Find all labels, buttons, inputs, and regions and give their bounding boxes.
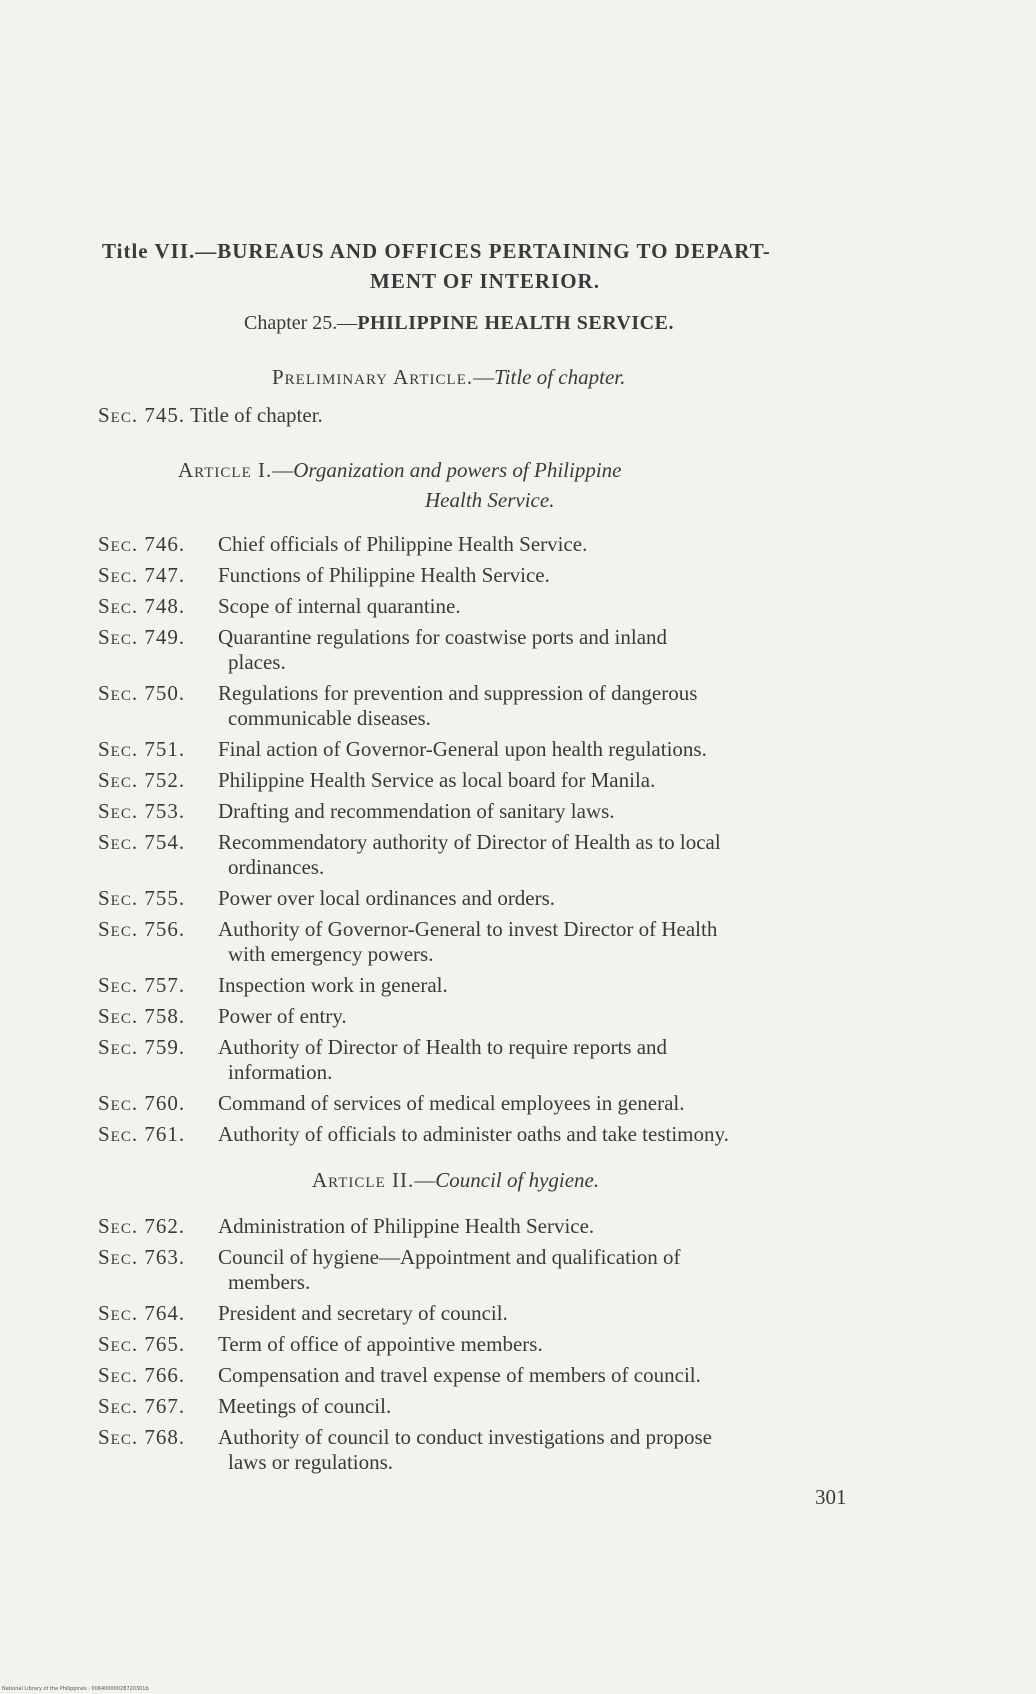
section-number: Sec. 754. [98, 830, 186, 854]
title-line-2: MENT OF INTERIOR. [370, 269, 600, 293]
section-entry [98, 1332, 936, 1357]
section-entry [98, 1004, 936, 1029]
section-text-continuation: ordinances. [228, 855, 325, 879]
article-2-heading [312, 1168, 599, 1193]
section-text-continuation: communicable diseases. [228, 706, 431, 730]
section-text-continuation: information. [228, 1060, 333, 1084]
section-number: Sec. 760. [98, 1091, 186, 1115]
section-text: Authority of council to conduct investigations and propose [218, 1425, 712, 1449]
section-number: Sec. 751. [98, 737, 186, 761]
section-number: Sec. 759. [98, 1035, 186, 1059]
section-number: Sec. 757. [98, 973, 186, 997]
section-text: Meetings of council. [218, 1394, 392, 1418]
section-entry [98, 917, 936, 967]
article-2-label: Article II. [312, 1168, 415, 1192]
section-number: Sec. 752. [98, 768, 186, 792]
section-745 [98, 403, 323, 428]
title-heading [102, 236, 942, 296]
preliminary-article-dash: — [473, 365, 495, 389]
section-text-continuation: laws or regulations. [228, 1450, 394, 1474]
section-entry [98, 737, 936, 762]
section-entry [98, 594, 936, 619]
section-text: Title of chapter. [189, 403, 323, 427]
section-number: Sec. 766. [98, 1363, 186, 1387]
section-number: Sec. 747. [98, 563, 186, 587]
section-entry [98, 799, 936, 824]
preliminary-article-label: Preliminary Article. [272, 365, 474, 389]
section-number: Sec. 755. [98, 886, 186, 910]
section-number: Sec. 756. [98, 917, 186, 941]
preliminary-article-heading [272, 365, 625, 390]
section-text: Term of office of appointive members. [218, 1332, 543, 1356]
article-1-subject-line-1: Organization and powers of Philippine [293, 458, 622, 482]
section-number: Sec. 750. [98, 681, 186, 705]
section-text: Authority of Governor-General to invest Director of Health [218, 917, 718, 941]
article-1-label: Article I. [178, 458, 273, 482]
article-2-subject: Council of hygiene. [435, 1168, 600, 1192]
section-number: Sec. 758. [98, 1004, 186, 1028]
section-text: Functions of Philippine Health Service. [218, 563, 550, 587]
section-entry [98, 1363, 936, 1388]
section-number: Sec. 768. [98, 1425, 186, 1449]
section-text: Authority of Director of Health to require reports and [218, 1035, 668, 1059]
section-entry [98, 1425, 936, 1475]
preliminary-article-subject: Title of chapter. [494, 365, 626, 389]
section-text: Authority of officials to administer oaths and take testimony. [218, 1122, 729, 1146]
library-footer: National Library of the Philippines · 00640000028720301b [2, 1686, 149, 1692]
section-entry [98, 768, 936, 793]
section-entry [98, 625, 936, 675]
section-text: Council of hygiene—Appointment and qualification of [218, 1245, 681, 1269]
section-entry [98, 1214, 936, 1239]
section-number: Sec. 763. [98, 1245, 186, 1269]
section-number: Sec. 749. [98, 625, 186, 649]
section-number: Sec. 748. [98, 594, 186, 618]
section-text: Power over local ordinances and orders. [218, 886, 556, 910]
section-entry [98, 1245, 936, 1295]
section-number: Sec. 761. [98, 1122, 186, 1146]
section-entry [98, 563, 936, 588]
section-text: Drafting and recommendation of sanitary laws. [218, 799, 615, 823]
chapter-heading [244, 309, 674, 337]
section-text: Quarantine regulations for coastwise ports and inland [218, 625, 668, 649]
page-number: 301 [815, 1485, 847, 1509]
section-text: Compensation and travel expense of members of council. [218, 1363, 701, 1387]
section-number: Sec. 745. [98, 403, 186, 427]
article-2-dash: — [414, 1168, 436, 1192]
section-entry [98, 830, 936, 880]
section-entry [98, 1394, 936, 1419]
section-list-article-2 [98, 1214, 936, 1481]
section-entry [98, 973, 936, 998]
chapter-prefix: Chapter 25.— [244, 312, 358, 334]
section-number: Sec. 753. [98, 799, 186, 823]
section-text-continuation: with emergency powers. [228, 942, 434, 966]
chapter-name: PHILIPPINE HEALTH SERVICE. [357, 312, 674, 334]
title-line-1: Title VII.—BUREAUS AND OFFICES PERTAINING TO DEPART- [102, 239, 771, 263]
section-list-article-1 [98, 532, 936, 1153]
section-text: Chief officials of Philippine Health Service. [218, 532, 588, 556]
section-text: President and secretary of council. [218, 1301, 508, 1325]
section-text: Recommendatory authority of Director of Health as to local [218, 830, 721, 854]
section-entry [98, 1301, 936, 1326]
section-text-continuation: members. [228, 1270, 311, 1294]
section-number: Sec. 764. [98, 1301, 186, 1325]
section-number: Sec. 746. [98, 532, 186, 556]
section-text-continuation: places. [228, 650, 286, 674]
article-1-subject-line-2: Health Service. [425, 488, 555, 512]
section-text: Regulations for prevention and suppression of dangerous [218, 681, 698, 705]
section-entry [98, 886, 936, 911]
section-text: Administration of Philippine Health Service. [218, 1214, 595, 1238]
section-number: Sec. 762. [98, 1214, 186, 1238]
section-text: Final action of Governor-General upon health regulations. [218, 737, 707, 761]
section-entry [98, 1122, 936, 1147]
article-1-heading [178, 455, 878, 515]
section-text: Philippine Health Service as local board for Manila. [218, 768, 656, 792]
section-number: Sec. 765. [98, 1332, 186, 1356]
section-entry [98, 1035, 936, 1085]
section-text: Power of entry. [218, 1004, 347, 1028]
section-text: Command of services of medical employees in general. [218, 1091, 685, 1115]
section-text: Inspection work in general. [218, 973, 448, 997]
section-entry [98, 532, 936, 557]
article-1-dash: — [272, 458, 294, 482]
section-text: Scope of internal quarantine. [218, 594, 461, 618]
section-number: Sec. 767. [98, 1394, 186, 1418]
section-entry [98, 681, 936, 731]
section-entry [98, 1091, 936, 1116]
